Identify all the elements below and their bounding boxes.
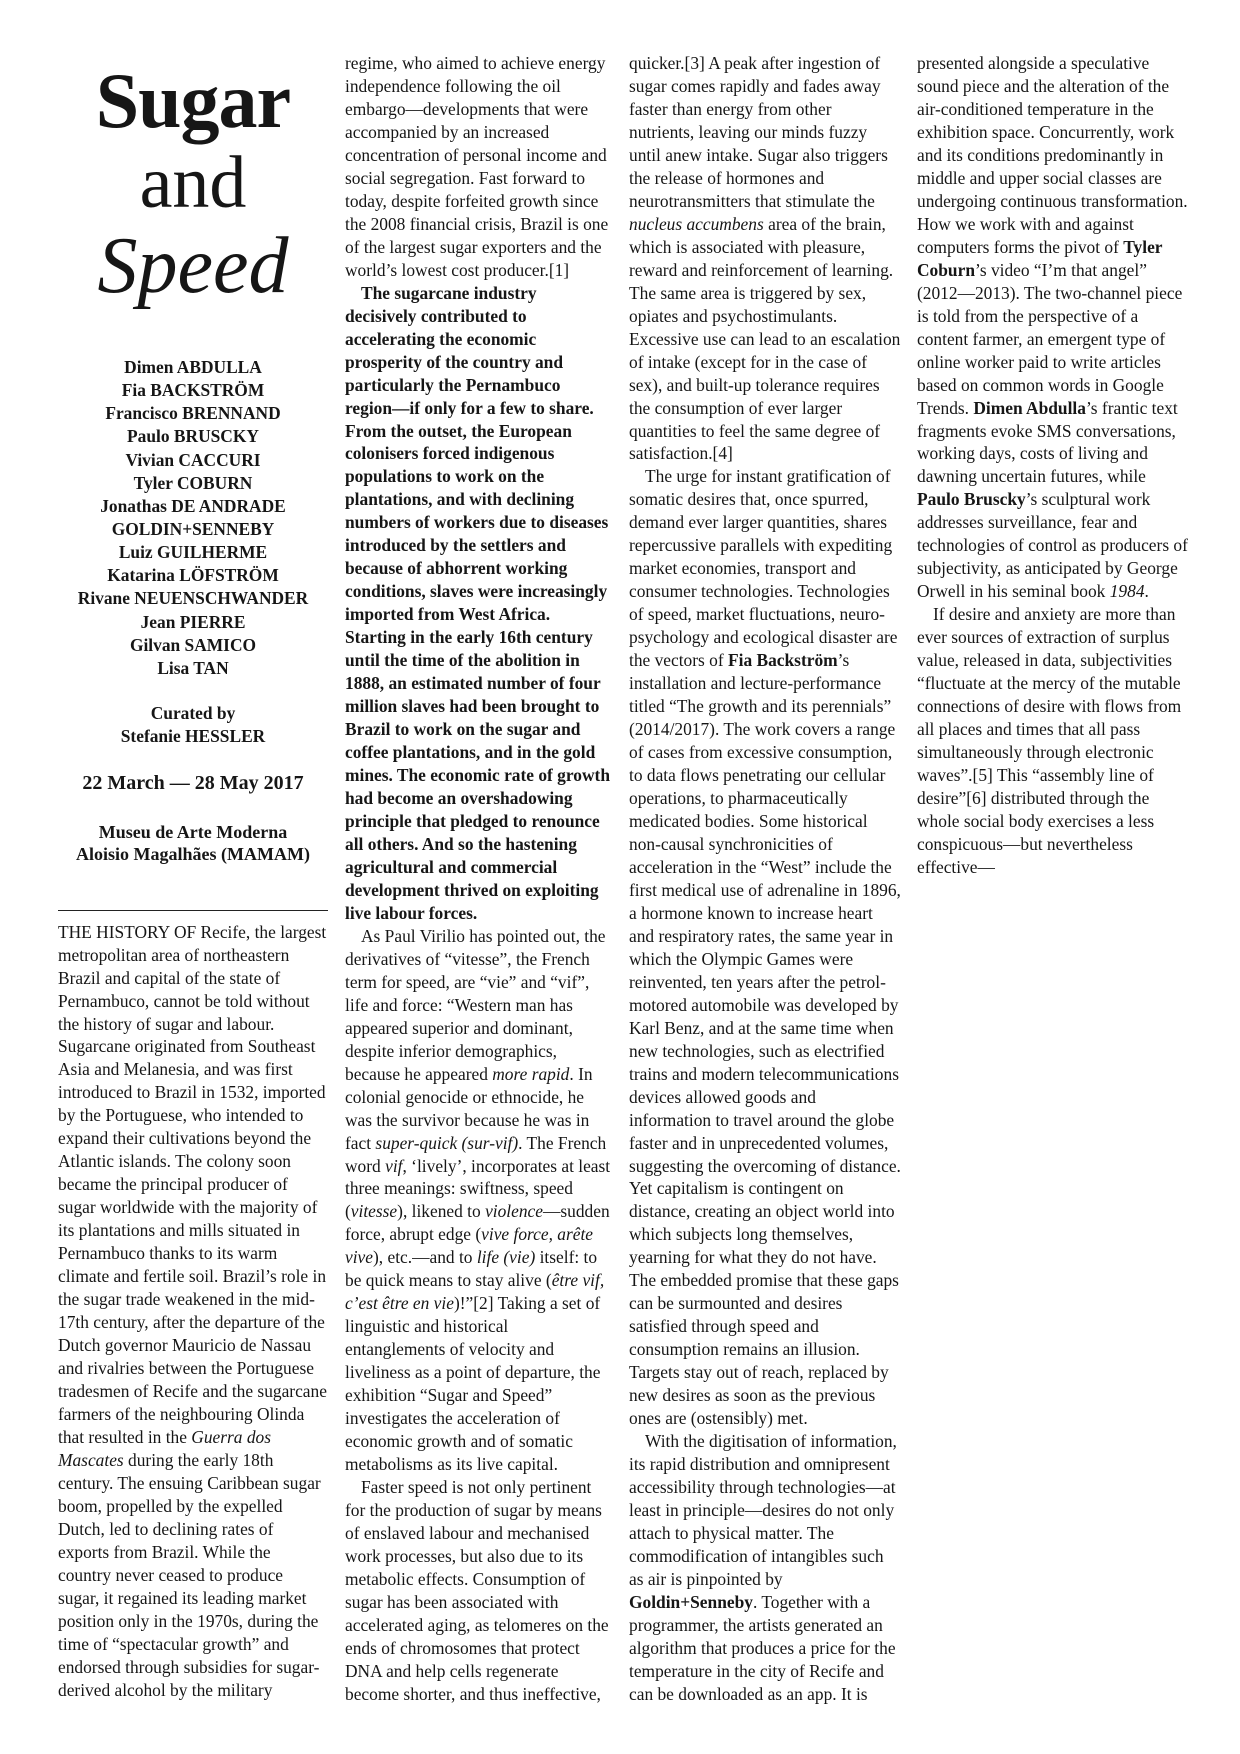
- artist-name: Tyler COBURN: [133, 472, 253, 493]
- body-paragraph-7: If desire and anxiety are more than ever sources of extraction of surplus value, released in data, subjectivities “fluctuate at the mercy of the mutable connections of desire with flows from all places and times that all pass simultaneously through electronic waves”.[5] This “assembly line of desire”[6] distributed through the whole social body exercises a less conspicuous—but nevertheless effective—: [917, 604, 1182, 877]
- curator-name: Stefanie HESSLER: [120, 726, 266, 747]
- curated-label: Curated by: [150, 702, 236, 723]
- divider: [58, 910, 328, 911]
- column-4: [917, 52, 1189, 879]
- body-paragraph-5: The urge for instant gratification of somatic desires that, once spurred, demand ever larger quantities, shares repercussive parallels with expediting market economies, transport and consumer technologies. Technologies of speed, market fluctuations, neuro-psychology and ecological disaster are the vectors of Fia Backström’s installation and lecture-performance titled “The growth and its perennials” (2014/2017). The work covers a range of cases from excessive consumption, to data flows penetrating our cellular operations, to pharmaceutically medicated bodies. Some historical non-causal synchronicities of acceleration in the “West” include the first medical use of adrenaline in 1896, a hormone known to increase heart and respiratory rates, the same year in which the Olympic Games were reinvented, ten years after the petrol-motored automobile was developed by Karl Benz, and at the same time when new technologies, such as electrified trains and modern telecommunications devices allowed goods and information to travel around the globe faster and in unprecedented volumes, suggesting the overcoming of distance. Yet capitalism is contingent on distance, creating an object world into which subjects long themselves, yearning for what they do not have. The embedded promise that these gaps can be surmounted and desires satisfied through speed and consumption remains an illusion. Targets stay out of reach, replaced by new desires as soon as the previous ones are (ostensibly) met.: [629, 466, 901, 1429]
- exhibition-dates: 22 March — 28 May 2017: [82, 772, 304, 795]
- column-3: [629, 52, 901, 1706]
- artist-name: Jean PIERRE: [140, 611, 246, 632]
- artist-name: Vivian CACCURI: [125, 449, 261, 470]
- artist-name: Luiz GUILHERME: [118, 542, 268, 563]
- title-line-2: and: [139, 142, 247, 224]
- body-paragraph-2: The sugarcane industry decisively contributed to accelerating the economic prosperity of the country and particularly the Pernambuco region—if only for a few to share. From the outset, the European colonisers forced indigenous populations to work on the plantations, and with declining numbers of workers due to diseases introduced by the settlers and because of abhorrent working conditions, slaves were increasingly imported from West Africa. Starting in the early 16th century until the time of the abolition in 1888, an estimated number of four million slaves had been brought to Brazil to work on the sugar and coffee plantations, and in the gold mines. The economic rate of growth had become an overshadowing principle that pledged to renounce all others. And so the hastening agricultural and commercial development thrived on exploiting live labour forces.: [345, 282, 611, 923]
- column-2: [345, 52, 611, 1706]
- artist-name: Katarina LÖFSTRÖM: [107, 565, 279, 586]
- body-paragraph-1: THE HISTORY OF Recife, the largest metropolitan area of northeastern Brazil and capital of the state of Pernambuco, cannot be told without the history of sugar and labour. Sugarcane originated from Southeast Asia and Melanesia, and was first introduced to Brazil in 1532, imported by the Portuguese, who intended to expand their cultivations beyond the Atlantic islands. The colony soon became the principal producer of sugar worldwide with the majority of its plantations and mills situated in Pernambuco thanks to its warm climate and fertile soil. Brazil’s role in the sugar trade weakened in the mid-17th century, after the departure of the Dutch governor Mauricio de Nassau and rivalries between the Portuguese tradesmen of Recife and the sugarcane farmers of the neighbouring Olinda that resulted in the Guerra dos Mascates during the early 18th century. The ensuing Caribbean sugar boom, propelled by the expelled Dutch, led to declining rates of exports from Brazil. While the country never ceased to produce sugar, it regained its leading market position only in the 1970s, during the time of “spectacular growth” and endorsed through subsidies for sugar-derived alcohol by the military: [58, 921, 327, 1700]
- curator-credit: [58, 702, 328, 748]
- body-paragraph-4: Faster speed is not only pertinent for the production of sugar by means of enslaved labour and mechanised work processes, but also due to its metabolic effects. Consumption of sugar has been associated with accelerated aging, as telomeres on the ends of chromosomes that protect DNA and help cells regenerate become shorter, and thus ineffective,: [345, 1477, 609, 1704]
- artist-name: Dimen ABDULLA: [124, 357, 262, 377]
- venue-line-1: Museu de Arte Moderna: [98, 821, 288, 842]
- body-paragraph-6-cont: presented alongside a speculative sound piece and the alteration of the air-conditioned temperature in the exhibition space. Concurrently, work and its conditions predominantly in middle and upper social classes are undergoing continuous transformation. How we work with and against computers forms the pivot of Tyler Coburn’s video “I’m that angel” (2012—2013). The two-channel piece is told from the perspective of a content farmer, an emergent type of online worker paid to write articles based on common words in Google Trends. Dimen Abdulla’s frantic text fragments evoke SMS conversations, working days, costs of living and dawning uncertain futures, while Paulo Bruscky’s sculptural work addresses surveillance, fear and technologies of control as producers of subjectivity, as anticipated by George Orwell in his seminal book 1984.: [917, 53, 1188, 602]
- artist-name: Rivane NEUENSCHWANDER: [77, 588, 309, 609]
- body-paragraph-4-cont: quicker.[3] A peak after ingestion of sugar comes rapidly and fades away faster than energy from other nutrients, leaving our minds fuzzy until anew intake. Sugar also triggers the release of hormones and neurotransmitters that stimulate the nucleus accumbens area of the brain, which is associated with pleasure, reward and reinforcement of learning. The same area is triggered by sex, opiates and psychostimulants. Excessive use can lead to an escalation of intake (except for in the case of sex), and built-up tolerance requires the consumption of ever larger quantities to feel the same degree of satisfaction.[4]: [629, 53, 901, 464]
- artist-name: Paulo BRUSCKY: [127, 426, 259, 447]
- artist-list: [58, 356, 328, 680]
- artist-name: Fia BACKSTRÖM: [121, 380, 265, 401]
- body-paragraph-3: As Paul Virilio has pointed out, the derivatives of “vitesse”, the French term for speed, are “vie” and “vif”, life and force: “Western man has appeared superior and dominant, despite inferior demographics, because he appeared more rapid. In colonial genocide or ethnocide, he was the survivor because he was in fact super-quick (sur-vif). The French word vif, ‘lively’, incorporates at least three meanings: swiftness, speed (vitesse), likened to violence—sudden force, abrupt edge (vive force, arête vive), etc.—and to life (vie) itself: to be quick means to stay alive (être vif, c’est être en vie)!”[2] Taking a set of linguistic and historical entanglements of velocity and liveliness as a point of departure, the exhibition “Sugar and Speed” investigates the acceleration of economic growth and of somatic metabolisms as its live capital.: [345, 925, 611, 1475]
- artist-name: Jonathas DE ANDRADE: [100, 495, 286, 516]
- artist-name: Gilvan SAMICO: [129, 634, 257, 655]
- artist-name: GOLDIN+SENNEBY: [111, 518, 275, 539]
- venue: [58, 821, 328, 866]
- title-line-3: Speed: [97, 222, 289, 310]
- artist-name: Francisco BRENNAND: [105, 403, 281, 424]
- artist-name: Lisa TAN: [157, 657, 229, 678]
- venue-line-2: Aloisio Magalhães (MAMAM): [76, 844, 310, 865]
- body-paragraph-1-cont: regime, who aimed to achieve energy independence following the oil embargo—developments that were accompanied by an increased concentration of personal income and social segregation. Fast forward to today, despite forfeited growth since the 2008 financial crisis, Brazil is one of the largest sugar exporters and the world’s lowest cost producer.[1]: [345, 53, 609, 280]
- title-line-1: Sugar: [95, 57, 291, 144]
- exhibition-title: [58, 57, 328, 310]
- body-paragraph-6: With the digitisation of information, its rapid distribution and omnipresent accessibility through technologies—at least in principle—desires do not only attach to physical matter. The commodification of intangibles such as air is pinpointed by Goldin+Senneby. Together with a programmer, the artists generated an algorithm that produces a price for the temperature in the city of Recife and can be downloaded as an app. It is: [629, 1431, 897, 1704]
- column-1: [58, 52, 328, 1702]
